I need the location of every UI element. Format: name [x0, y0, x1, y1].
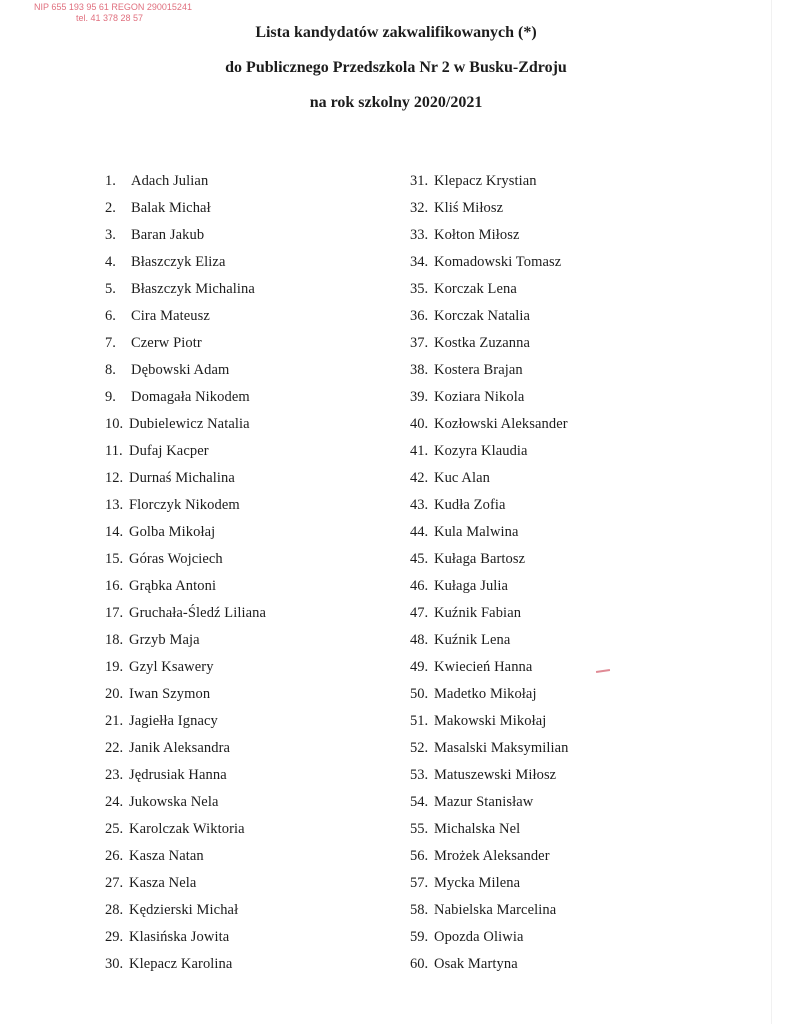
candidate-name: Kułaga Julia	[434, 578, 509, 594]
candidate-number: 47.	[410, 605, 429, 621]
candidate-number: 25.	[105, 821, 124, 837]
candidate-name: Czerw Piotr	[131, 335, 202, 351]
candidate-item	[105, 222, 266, 249]
candidate-name: Grąbka Antoni	[129, 578, 217, 594]
candidate-name: Kuc Alan	[434, 470, 490, 486]
candidate-name: Madetko Mikołaj	[434, 686, 537, 702]
candidate-name: Durnaś Michalina	[129, 470, 235, 486]
candidate-number: 42.	[410, 470, 429, 486]
candidate-name: Komadowski Tomasz	[434, 254, 562, 270]
candidate-number: 22.	[105, 740, 124, 756]
candidate-name: Jagiełła Ignacy	[129, 713, 218, 729]
candidate-item	[410, 438, 569, 465]
candidate-number: 28.	[105, 902, 124, 918]
candidate-number: 56.	[410, 848, 429, 864]
candidate-item	[105, 735, 266, 762]
candidate-item	[410, 411, 569, 438]
stamp-phone: tel. 41 378 28 57	[76, 13, 144, 23]
candidate-name: Michalska Nel	[434, 821, 521, 837]
candidate-name: Karolczak Wiktoria	[129, 821, 245, 837]
candidate-number: 41.	[410, 443, 429, 459]
candidate-number: 55.	[410, 821, 429, 837]
candidate-item	[410, 735, 569, 762]
candidate-list-left-column	[105, 168, 266, 978]
stamp-nip-regon: NIP 655 193 95 61 REGON 290015241	[34, 2, 192, 12]
candidate-name: Dębowski Adam	[131, 362, 230, 378]
candidate-name: Kuźnik Lena	[434, 632, 511, 648]
candidate-name: Kasza Natan	[129, 848, 204, 864]
candidate-item	[105, 870, 266, 897]
candidate-number: 20.	[105, 686, 124, 702]
candidate-number: 26.	[105, 848, 124, 864]
candidate-name: Janik Aleksandra	[129, 740, 231, 756]
candidate-name: Balak Michał	[131, 200, 211, 216]
candidate-item	[105, 357, 266, 384]
candidate-item	[105, 681, 266, 708]
candidate-number: 23.	[105, 767, 124, 783]
candidate-item	[410, 627, 569, 654]
candidate-item	[410, 276, 569, 303]
candidate-item	[105, 600, 266, 627]
candidate-number: 43.	[410, 497, 429, 513]
candidate-item	[410, 762, 569, 789]
candidate-item	[410, 789, 569, 816]
candidate-item	[410, 708, 569, 735]
candidate-number: 32.	[410, 200, 429, 216]
candidate-number: 34.	[410, 254, 429, 270]
candidate-number: 30.	[105, 956, 124, 972]
candidate-item	[410, 519, 569, 546]
candidate-item	[410, 465, 569, 492]
candidate-number: 1.	[105, 173, 116, 189]
candidate-number: 10.	[105, 416, 124, 432]
candidate-name: Cira Mateusz	[131, 308, 210, 324]
candidate-item	[410, 870, 569, 897]
candidate-item	[105, 249, 266, 276]
candidate-number: 45.	[410, 551, 429, 567]
candidate-number: 6.	[105, 308, 116, 324]
candidate-number: 11.	[105, 443, 123, 459]
candidate-name: Kasza Nela	[129, 875, 197, 891]
candidate-name: Klepacz Karolina	[129, 956, 233, 972]
candidate-item	[410, 816, 569, 843]
candidate-name: Kuźnik Fabian	[434, 605, 522, 621]
candidate-name: Iwan Szymon	[129, 686, 211, 702]
candidate-list-right-column	[410, 168, 569, 978]
red-pen-mark	[596, 669, 610, 673]
candidate-item	[105, 843, 266, 870]
candidate-number: 48.	[410, 632, 429, 648]
candidate-item	[105, 168, 266, 195]
candidate-name: Domagała Nikodem	[131, 389, 250, 405]
candidate-name: Kozłowski Aleksander	[434, 416, 568, 432]
candidate-item	[105, 411, 266, 438]
candidate-item	[410, 357, 569, 384]
candidate-name: Masalski Maksymilian	[434, 740, 569, 756]
candidate-name: Baran Jakub	[131, 227, 205, 243]
candidate-number: 54.	[410, 794, 429, 810]
candidate-name: Błaszczyk Eliza	[131, 254, 226, 270]
candidate-number: 50.	[410, 686, 429, 702]
candidate-name: Kostka Zuzanna	[434, 335, 531, 351]
candidate-item	[105, 897, 266, 924]
candidate-item	[410, 222, 569, 249]
candidate-name: Korczak Natalia	[434, 308, 531, 324]
candidate-item	[105, 303, 266, 330]
candidate-number: 29.	[105, 929, 124, 945]
candidate-name: Florczyk Nikodem	[129, 497, 240, 513]
candidate-item	[105, 330, 266, 357]
candidate-name: Makowski Mikołaj	[434, 713, 547, 729]
candidate-item	[105, 384, 266, 411]
candidate-number: 60.	[410, 956, 429, 972]
candidate-item	[105, 546, 266, 573]
candidate-item	[105, 276, 266, 303]
candidate-number: 3.	[105, 227, 116, 243]
candidate-item	[410, 600, 569, 627]
candidate-name: Kozyra Klaudia	[434, 443, 528, 459]
candidate-item	[410, 249, 569, 276]
candidate-number: 36.	[410, 308, 429, 324]
heading-title: Lista kandydatów zakwalifikowanych (*)	[255, 24, 537, 41]
candidate-name: Klasińska Jowita	[129, 929, 230, 945]
candidate-number: 9.	[105, 389, 116, 405]
candidate-item	[105, 762, 266, 789]
candidate-item	[105, 438, 266, 465]
candidate-name: Klepacz Krystian	[434, 173, 537, 189]
candidate-name: Osak Martyna	[434, 956, 518, 972]
candidate-item	[105, 951, 266, 978]
candidate-item	[410, 168, 569, 195]
candidate-number: 4.	[105, 254, 116, 270]
candidate-item	[105, 627, 266, 654]
candidate-item	[410, 924, 569, 951]
candidate-name: Kwiecień Hanna	[434, 659, 533, 675]
candidate-name: Golba Mikołaj	[129, 524, 216, 540]
candidate-item	[105, 924, 266, 951]
candidate-number: 58.	[410, 902, 429, 918]
candidate-name: Matuszewski Miłosz	[434, 767, 557, 783]
candidate-name: Kołton Miłosz	[434, 227, 520, 243]
candidate-item	[410, 546, 569, 573]
candidate-item	[105, 654, 266, 681]
candidate-name: Dufaj Kacper	[129, 443, 209, 459]
candidate-name: Mycka Milena	[434, 875, 521, 891]
candidate-number: 18.	[105, 632, 124, 648]
candidate-name: Nabielska Marcelina	[434, 902, 557, 918]
candidate-number: 31.	[410, 173, 429, 189]
candidate-item	[410, 573, 569, 600]
candidate-item	[105, 195, 266, 222]
candidate-number: 15.	[105, 551, 124, 567]
candidate-name: Opozda Oliwia	[434, 929, 524, 945]
candidate-item	[105, 816, 266, 843]
candidate-number: 51.	[410, 713, 429, 729]
candidate-number: 7.	[105, 335, 116, 351]
candidate-number: 21.	[105, 713, 124, 729]
candidate-item	[105, 465, 266, 492]
candidate-name: Kula Malwina	[434, 524, 519, 540]
candidate-item	[105, 789, 266, 816]
candidate-number: 19.	[105, 659, 124, 675]
candidate-name: Mazur Stanisław	[434, 794, 534, 810]
candidate-number: 5.	[105, 281, 116, 297]
candidate-number: 27.	[105, 875, 124, 891]
candidate-number: 33.	[410, 227, 429, 243]
candidate-number: 59.	[410, 929, 429, 945]
candidate-number: 40.	[410, 416, 429, 432]
candidate-item	[105, 492, 266, 519]
candidate-item	[105, 573, 266, 600]
candidate-number: 38.	[410, 362, 429, 378]
candidate-number: 53.	[410, 767, 429, 783]
heading-school-year: na rok szkolny 2020/2021	[309, 94, 483, 111]
candidate-number: 35.	[410, 281, 429, 297]
document-heading	[0, 15, 792, 120]
candidate-item	[410, 384, 569, 411]
candidate-name: Kostera Brajan	[434, 362, 523, 378]
candidate-name: Korczak Lena	[434, 281, 517, 297]
candidate-name: Góras Wojciech	[129, 551, 223, 567]
candidate-item	[105, 519, 266, 546]
candidate-number: 13.	[105, 497, 124, 513]
candidate-name: Kułaga Bartosz	[434, 551, 526, 567]
candidate-item	[410, 492, 569, 519]
candidate-number: 46.	[410, 578, 429, 594]
candidate-name: Grzyb Maja	[129, 632, 200, 648]
candidate-number: 14.	[105, 524, 124, 540]
candidate-name: Kudła Zofia	[434, 497, 506, 513]
candidate-name: Błaszczyk Michalina	[131, 281, 255, 297]
candidate-item	[410, 951, 569, 978]
candidate-number: 24.	[105, 794, 124, 810]
candidate-number: 39.	[410, 389, 429, 405]
candidate-number: 17.	[105, 605, 124, 621]
candidate-item	[410, 897, 569, 924]
candidate-item	[410, 330, 569, 357]
heading-school: do Publicznego Przedszkola Nr 2 w Busku-Zdroju	[225, 59, 567, 76]
candidate-number: 37.	[410, 335, 429, 351]
candidate-item	[410, 303, 569, 330]
candidate-name: Gzyl Ksawery	[129, 659, 214, 675]
candidate-name: Mrożek Aleksander	[434, 848, 550, 864]
candidate-number: 52.	[410, 740, 429, 756]
candidate-name: Jukowska Nela	[129, 794, 219, 810]
candidate-item	[410, 654, 569, 681]
candidate-name: Koziara Nikola	[434, 389, 525, 405]
candidate-name: Adach Julian	[131, 173, 209, 189]
candidate-number: 57.	[410, 875, 429, 891]
candidate-number: 8.	[105, 362, 116, 378]
candidate-item	[410, 843, 569, 870]
candidate-item	[105, 708, 266, 735]
page-edge-line	[771, 0, 772, 1024]
candidate-name: Kędzierski Michał	[129, 902, 239, 918]
candidate-number: 49.	[410, 659, 429, 675]
candidate-number: 44.	[410, 524, 429, 540]
candidate-item	[410, 681, 569, 708]
candidate-name: Gruchała-Śledź Liliana	[129, 605, 267, 621]
candidate-item	[410, 195, 569, 222]
candidate-name: Kliś Miłosz	[434, 200, 504, 216]
candidate-number: 2.	[105, 200, 116, 216]
candidate-name: Jędrusiak Hanna	[129, 767, 227, 783]
candidate-name: Dubielewicz Natalia	[129, 416, 250, 432]
candidate-number: 12.	[105, 470, 124, 486]
candidate-number: 16.	[105, 578, 124, 594]
